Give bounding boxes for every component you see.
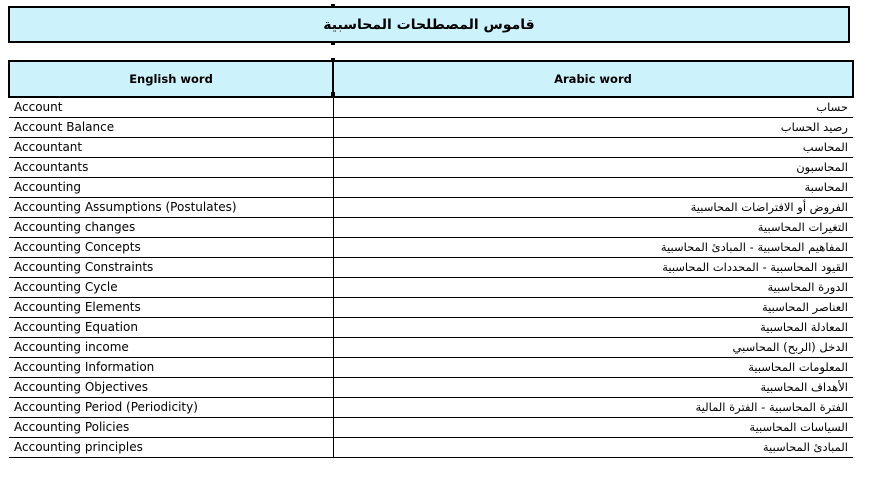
table-row — [9, 117, 853, 137]
english-term-cell[interactable]: Accounting — [9, 177, 333, 197]
table-row — [9, 317, 853, 337]
table-row — [9, 417, 853, 437]
selection-handle-top[interactable] — [331, 4, 335, 8]
selection-handle-bottom[interactable] — [331, 41, 335, 45]
arabic-term-cell[interactable]: الدورة المحاسبية — [333, 277, 853, 297]
arabic-term-cell[interactable]: السياسات المحاسبية — [333, 417, 853, 437]
arabic-term-cell[interactable]: القيود المحاسبية - المحددات المحاسبية — [333, 257, 853, 277]
english-term-cell[interactable]: Accountant — [9, 137, 333, 157]
glossary-table — [8, 60, 854, 458]
arabic-term-cell[interactable]: المعادلة المحاسبية — [333, 317, 853, 337]
english-term-cell[interactable]: Accounting changes — [9, 217, 333, 237]
english-term-cell[interactable]: Accounting Assumptions (Postulates) — [9, 197, 333, 217]
table-row — [9, 377, 853, 397]
page-title: قاموس المصطلحات المحاسبية — [323, 16, 535, 33]
table-row — [9, 277, 853, 297]
english-term-cell[interactable]: Account Balance — [9, 117, 333, 137]
table-body — [9, 97, 853, 457]
arabic-term-cell[interactable]: رصيد الحساب — [333, 117, 853, 137]
english-term-cell[interactable]: Account — [9, 97, 333, 117]
table-row — [9, 157, 853, 177]
table-row — [9, 197, 853, 217]
english-term-cell[interactable]: Accounting Concepts — [9, 237, 333, 257]
arabic-term-cell[interactable]: المفاهيم المحاسبية - المبادئ المحاسبية — [333, 237, 853, 257]
column-handle-bottom[interactable] — [331, 92, 335, 96]
arabic-column-header[interactable]: Arabic word — [333, 61, 853, 97]
english-term-cell[interactable]: Accounting Objectives — [9, 377, 333, 397]
english-term-cell[interactable]: Accounting Cycle — [9, 277, 333, 297]
english-term-cell[interactable]: Accounting Period (Periodicity) — [9, 397, 333, 417]
table-row — [9, 137, 853, 157]
arabic-term-cell[interactable]: الفروض أو الافتراضات المحاسبية — [333, 197, 853, 217]
table-row — [9, 397, 853, 417]
table-row — [9, 237, 853, 257]
table-row — [9, 257, 853, 277]
english-column-header[interactable]: English word — [9, 61, 333, 97]
english-term-cell[interactable]: Accountants — [9, 157, 333, 177]
english-term-cell[interactable]: Accounting income — [9, 337, 333, 357]
arabic-term-cell[interactable]: العناصر المحاسبية — [333, 297, 853, 317]
table-row — [9, 337, 853, 357]
arabic-term-cell[interactable]: الفترة المحاسبية - الفترة المالية — [333, 397, 853, 417]
table-row — [9, 297, 853, 317]
table-row — [9, 217, 853, 237]
arabic-term-cell[interactable]: الأهداف المحاسبية — [333, 377, 853, 397]
column-handle-top[interactable] — [331, 58, 335, 62]
title-banner[interactable] — [8, 6, 850, 43]
english-term-cell[interactable]: Accounting principles — [9, 437, 333, 457]
table-row — [9, 437, 853, 457]
table-row — [9, 97, 853, 117]
table-row — [9, 357, 853, 377]
english-term-cell[interactable]: Accounting Constraints — [9, 257, 333, 277]
english-term-cell[interactable]: Accounting Elements — [9, 297, 333, 317]
arabic-term-cell[interactable]: حساب — [333, 97, 853, 117]
arabic-term-cell[interactable]: المحاسب — [333, 137, 853, 157]
arabic-term-cell[interactable]: المحاسبون — [333, 157, 853, 177]
english-term-cell[interactable]: Accounting Equation — [9, 317, 333, 337]
table-header-row — [9, 61, 853, 97]
arabic-term-cell[interactable]: التغيرات المحاسبية — [333, 217, 853, 237]
arabic-term-cell[interactable]: المعلومات المحاسبية — [333, 357, 853, 377]
arabic-term-cell[interactable]: الدخل (الربح) المحاسبي — [333, 337, 853, 357]
arabic-term-cell[interactable]: المبادئ المحاسبية — [333, 437, 853, 457]
english-term-cell[interactable]: Accounting Policies — [9, 417, 333, 437]
table-row — [9, 177, 853, 197]
english-term-cell[interactable]: Accounting Information — [9, 357, 333, 377]
arabic-term-cell[interactable]: المحاسبة — [333, 177, 853, 197]
